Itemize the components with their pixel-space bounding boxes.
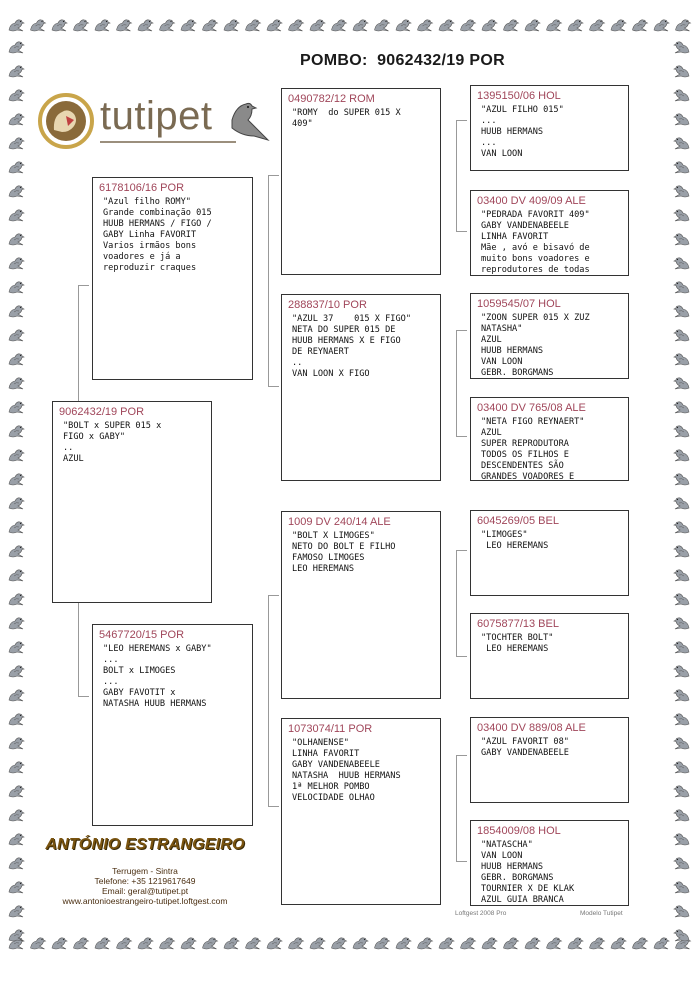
connector-dam	[268, 595, 279, 807]
card-notes: "OLHANENSE" LINHA FAVORIT GABY VANDENABEELE NATASHA HUUB HERMANS 1ª MELHOR POMBO VELOCIDADE OLHAO	[292, 738, 401, 803]
card-notes: "LEO HEREMANS x GABY" ... BOLT x LIMOGES ... GABY FAVOTIT x NATASHA HUUB HERMANS	[103, 644, 212, 709]
pedigree-card-grandparent-3	[281, 511, 441, 699]
logo-wordmark: tutipet	[100, 94, 213, 138]
connector-gp2	[456, 330, 467, 437]
pedigree-card-grandparent-2	[281, 294, 441, 481]
card-notes: "BOLT x SUPER 015 x FIGO x GABY" .. AZUL	[63, 421, 162, 464]
owner-name: ANTÓNIO ESTRANGEIRO	[45, 836, 245, 853]
ring-number: 6045269/05 BEL	[477, 515, 559, 527]
owner-email[interactable]: Email: geral@tutipet.pt	[101, 886, 189, 896]
footer-model: Modelo Tutipet	[580, 910, 623, 917]
owner-phone: Telefone: +35 1219617649	[94, 876, 196, 886]
pedigree-card-subject	[52, 401, 212, 603]
card-notes: "AZUL FAVORIT 08" GABY VANDENABEELE	[481, 737, 569, 758]
card-notes: "TOCHTER BOLT" LEO HEREMANS	[481, 633, 554, 654]
ring-number: 1395150/06 HOL	[477, 90, 561, 102]
card-notes: "BOLT X LIMOGES" NETO DO BOLT E FILHO FAMOSO LIMOGES LEO HEREMANS	[292, 531, 396, 574]
ring-number: 1073074/11 POR	[288, 723, 373, 735]
ring-number: 6075877/13 BEL	[477, 618, 559, 630]
owner-block	[40, 836, 250, 906]
page-title	[300, 52, 505, 70]
card-notes: "AZUL 37 015 X FIGO" NETA DO SUPER 015 DE HUUB HERMANS X E FIGO DE REYNAERT .. VAN LOON X FIGO	[292, 314, 411, 379]
ring-number: 9062432/19 POR	[59, 406, 145, 418]
ring-number: 288837/10 POR	[288, 299, 367, 311]
pedigree-card-great-grandparent-4	[470, 397, 629, 481]
pedigree-card-great-grandparent-1	[470, 85, 629, 171]
connector-gp1	[456, 120, 467, 232]
card-notes: "LIMOGES" LEO HEREMANS	[481, 530, 549, 551]
connector-gp3	[456, 550, 467, 657]
card-notes: "NATASCHA" VAN LOON HUUB HERMANS GEBR. BORGMANS TOURNIER X DE KLAK AZUL GUIA BRANCA	[481, 840, 575, 905]
ring-number: 1059545/07 HOL	[477, 298, 561, 310]
card-notes: "AZUL FILHO 015" ... HUUB HERMANS ... VAN LOON	[481, 105, 564, 159]
ring-number: 5467720/15 POR	[99, 629, 185, 641]
ring-number: 03400 DV 409/09 ALE	[477, 195, 586, 207]
card-notes: "Azul filho ROMY" Grande combinação 015 HUUB HERMANS / FIGO / GABY Linha FAVORIT Varios irmãos bons voadores e já a reproduzir craques	[103, 197, 212, 273]
owner-website[interactable]: www.antonioestrangeiro-tutipet.loftgest.com	[62, 896, 228, 906]
pedigree-card-great-grandparent-5	[470, 510, 629, 596]
connector-sire	[268, 175, 279, 387]
title-label: POMBO:	[300, 52, 368, 69]
pedigree-card-dam	[92, 624, 253, 826]
footer-software: Loftgest 2008 Pro	[455, 910, 507, 917]
title-ring-number: 9062432/19 POR	[377, 52, 505, 69]
pedigree-card-grandparent-1	[281, 88, 441, 275]
owner-location: Terrugem - Sintra	[112, 866, 178, 876]
ring-number: 0490782/12 ROM	[288, 93, 375, 105]
connector-gp4	[456, 755, 467, 862]
pedigree-card-great-grandparent-3	[470, 293, 629, 379]
pedigree-card-sire	[92, 177, 253, 380]
pedigree-card-great-grandparent-7	[470, 717, 629, 803]
card-notes: "NETA FIGO REYNAERT" AZUL SUPER REPRODUTORA TODOS OS FILHOS E DESCENDENTES SÃO GRANDES VOADORES E	[481, 417, 585, 482]
ring-number: 1009 DV 240/14 ALE	[288, 516, 391, 528]
pedigree-card-great-grandparent-8	[470, 820, 629, 906]
ring-number: 6178106/16 POR	[99, 182, 185, 194]
pedigree-card-grandparent-4	[281, 718, 441, 905]
ring-number: 03400 DV 765/08 ALE	[477, 402, 586, 414]
card-notes: "ZOON SUPER 015 X ZUZ NATASHA" AZUL HUUB HERMANS VAN LOON GEBR. BORGMANS	[481, 313, 590, 378]
card-notes: "ROMY do SUPER 015 X 409"	[292, 108, 401, 129]
card-notes: "PEDRADA FAVORIT 409" GABY VANDENABEELE LINHA FAVORIT Mãe , avó e bisavó de muito bons voadores e reprodutores de todas	[481, 210, 590, 275]
ring-number: 03400 DV 889/08 ALE	[477, 722, 586, 734]
pedigree-card-great-grandparent-2	[470, 190, 629, 276]
pedigree-card-great-grandparent-6	[470, 613, 629, 699]
ring-number: 1854009/08 HOL	[477, 825, 561, 837]
